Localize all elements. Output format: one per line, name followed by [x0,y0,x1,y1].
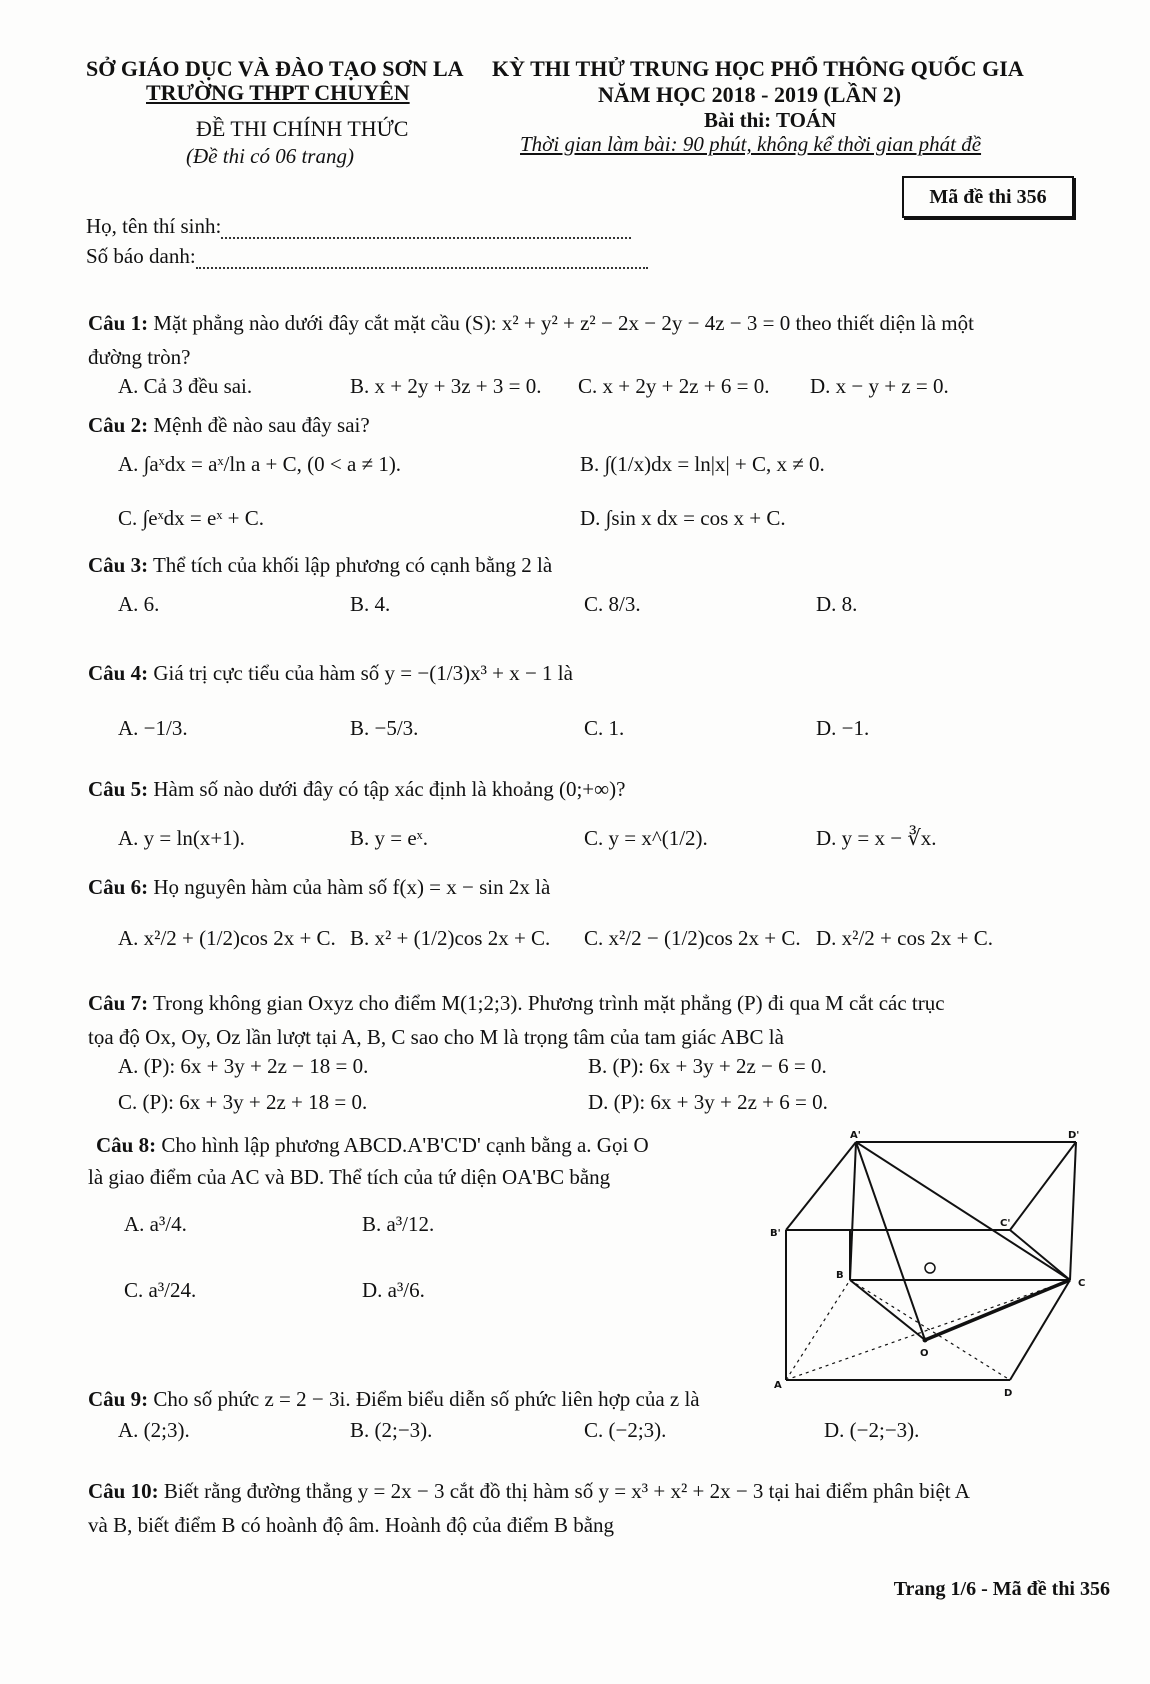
time-note-text: Thời gian làm bài: 90 phút, không kể thời gian phát đề [520,132,982,156]
q9-option-d[interactable]: D. (−2;−3). [824,1418,920,1442]
q8-option-c[interactable]: C. a³/24. [124,1278,197,1302]
question-text: Cho số phức z = 2 − 3i. Điểm biểu diễn số phức liên hợp của z là [153,1387,700,1411]
question-label: Câu 5: [88,777,149,801]
question-text: và B, biết điểm B có hoành độ âm. Hoành độ của điểm B bằng [88,1513,615,1537]
question-label: Câu 6: [88,875,149,899]
q7-option-a[interactable]: A. (P): 6x + 3y + 2z − 18 = 0. [118,1054,369,1078]
candidate-id-field[interactable] [196,249,648,269]
question-7 [88,986,1108,1020]
q1-option-b[interactable]: B. x + 2y + 3z + 3 = 0. [350,374,542,398]
question-label: Câu 8: [96,1133,157,1157]
q2-option-d[interactable]: D. ∫sin x dx = cos x + C. [580,506,786,530]
question-label: Câu 10: [88,1479,159,1503]
label-a1: A' [850,1130,861,1141]
edge-a1b1 [786,1142,856,1230]
q8-option-d[interactable]: D. a³/6. [362,1278,425,1302]
question-label: Câu 9: [88,1387,149,1411]
q4-option-a[interactable]: A. −1/3. [118,716,188,740]
q4-option-b[interactable]: B. −5/3. [350,716,419,740]
q7-option-c[interactable]: C. (P): 6x + 3y + 2z + 18 = 0. [118,1090,368,1114]
question-9 [88,1382,1108,1416]
question-text: Mệnh đề nào sau đây sai? [153,413,370,437]
edge-a1b [850,1142,856,1280]
department-name: SỞ GIÁO DỤC VÀ ĐÀO TẠO SƠN LA [86,56,464,81]
question-text: tọa độ Ox, Oy, Oz lần lượt tại A, B, C sao cho M là trọng tâm của tam giác ABC là [88,1025,784,1049]
label-o: O [920,1348,929,1359]
question-text: Hàm số nào dưới đây có tập xác định là khoảng (0;+∞)? [153,777,626,801]
subject-label: Bài thi: TOÁN [704,108,837,132]
page-count-note: (Đề thi có 06 trang) [186,144,354,168]
edge-d1d [1070,1142,1076,1280]
point-o [923,1338,928,1343]
q6-option-c[interactable]: C. x²/2 − (1/2)cos 2x + C. [584,926,801,950]
question-7-cont [88,1020,1108,1054]
candidate-name-field[interactable] [221,219,631,239]
q3-option-b[interactable]: B. 4. [350,592,391,616]
question-10-cont [88,1508,1108,1542]
q3-option-a[interactable]: A. 6. [118,592,160,616]
q5-option-b[interactable]: B. y = eˣ. [350,826,428,850]
question-label: Câu 3: [88,553,149,577]
q9-option-a[interactable]: A. (2;3). [118,1418,190,1442]
question-1 [88,306,1108,340]
label-c: C [1078,1278,1086,1289]
edge-a1o [856,1142,925,1340]
question-8-cont [88,1160,748,1194]
label-b1: B' [770,1228,781,1239]
question-10 [88,1474,1108,1508]
point-c1-marker [925,1263,935,1273]
q2-option-b[interactable]: B. ∫(1/x)dx = ln|x| + C, x ≠ 0. [580,452,825,476]
label-d: D [1004,1388,1013,1399]
q7-option-d[interactable]: D. (P): 6x + 3y + 2z + 6 = 0. [588,1090,828,1114]
q1-option-a[interactable]: A. Cả 3 đều sai. [118,374,253,398]
cube-figure [770,1130,1100,1410]
q7-option-b[interactable]: B. (P): 6x + 3y + 2z − 6 = 0. [588,1054,827,1078]
q3-option-d[interactable]: D. 8. [816,592,858,616]
question-text: Trong không gian Oxyz cho điểm M(1;2;3). Phương trình mặt phẳng (P) đi qua M cắt các trục [152,991,945,1015]
question-text: là giao điểm của AC và BD. Thể tích của tứ diện OA'BC bằng [88,1165,611,1189]
q8-option-b[interactable]: B. a³/12. [362,1212,435,1236]
question-6 [88,870,1108,904]
question-label: Câu 7: [88,991,149,1015]
edge-ab [786,1280,850,1380]
question-text: Thể tích của khối lập phương có cạnh bằng 2 là [152,553,553,577]
q3-option-c[interactable]: C. 8/3. [584,592,641,616]
q6-option-a[interactable]: A. x²/2 + (1/2)cos 2x + C. [118,926,336,950]
diag-ac [786,1280,1070,1380]
q8-option-a[interactable]: A. a³/4. [124,1212,187,1236]
candidate-name-label: Họ, tên thí sinh: [86,214,222,238]
edge-d1c1 [1010,1142,1076,1230]
diag-bd [850,1280,1010,1380]
question-5 [88,772,1108,806]
question-text: Giá trị cực tiểu của hàm số y = −(1/3)x³ + x − 1 là [153,661,573,685]
candidate-id-row [86,244,648,269]
question-text: đường tròn? [88,345,191,369]
question-4 [88,656,1108,690]
question-text: Cho hình lập phương ABCD.A'B'C'D' cạnh bằng a. Gọi O [161,1133,649,1157]
q9-option-b[interactable]: B. (2;−3). [350,1418,433,1442]
exam-code: Mã đề thi 356 [929,185,1047,208]
label-b: B [836,1270,844,1281]
question-3 [88,548,1108,582]
official-label: ĐỀ THI CHÍNH THỨC [196,116,409,141]
question-1-cont [88,340,1108,374]
exam-code-box [902,176,1074,218]
question-text: Họ nguyên hàm của hàm số f(x) = x − sin 2x là [153,875,551,899]
q1-option-d[interactable]: D. x − y + z = 0. [810,374,949,398]
school-year: NĂM HỌC 2018 - 2019 (LẦN 2) [598,82,902,107]
candidate-name-row [86,214,631,239]
label-a: A [774,1380,782,1391]
q2-option-c[interactable]: C. ∫eˣdx = eˣ + C. [118,506,264,530]
edge-a1c [856,1142,1070,1280]
label-d1: D' [1068,1130,1080,1141]
q1-option-c[interactable]: C. x + 2y + 2z + 6 = 0. [578,374,770,398]
edge-oc [925,1280,1070,1340]
question-label: Câu 1: [88,311,149,335]
q5-option-c[interactable]: C. y = x^(1/2). [584,826,708,850]
q2-option-a[interactable]: A. ∫aˣdx = aˣ/ln a + C, (0 < a ≠ 1). [118,452,402,476]
time-note [520,132,981,157]
question-label: Câu 2: [88,413,149,437]
q6-option-d[interactable]: D. x²/2 + cos 2x + C. [816,926,993,950]
school-name-text: TRƯỜNG THPT CHUYÊN [146,80,410,105]
question-text: Mặt phẳng nào dưới đây cắt mặt cầu (S): x² + y² + z² − 2x − 2y − 4z − 3 = 0 theo thiết diện là một [153,311,974,335]
q6-option-b[interactable]: B. x² + (1/2)cos 2x + C. [350,926,551,950]
page-footer: Trang 1/6 - Mã đề thi 356 [893,1578,1110,1600]
candidate-id-label: Số báo danh: [86,244,196,268]
exam-title: KỲ THI THỬ TRUNG HỌC PHỔ THÔNG QUỐC GIA [492,56,1024,81]
question-8 [96,1128,756,1162]
q5-option-a[interactable]: A. y = ln(x+1). [118,826,245,850]
q5-option-d[interactable]: D. y = x − ∛x. [816,826,937,850]
question-label: Câu 4: [88,661,149,685]
school-name [146,80,410,106]
question-text: Biết rằng đường thẳng y = 2x − 3 cắt đồ thị hàm số y = x³ + x² + 2x − 3 tại hai điểm phân biệt A [163,1479,970,1503]
label-c1: C' [1000,1218,1011,1229]
question-2 [88,408,1108,442]
q9-option-c[interactable]: C. (−2;3). [584,1418,667,1442]
edge-dc [1010,1280,1070,1380]
edge-c1c [1010,1230,1070,1280]
q4-option-c[interactable]: C. 1. [584,716,625,740]
q4-option-d[interactable]: D. −1. [816,716,870,740]
